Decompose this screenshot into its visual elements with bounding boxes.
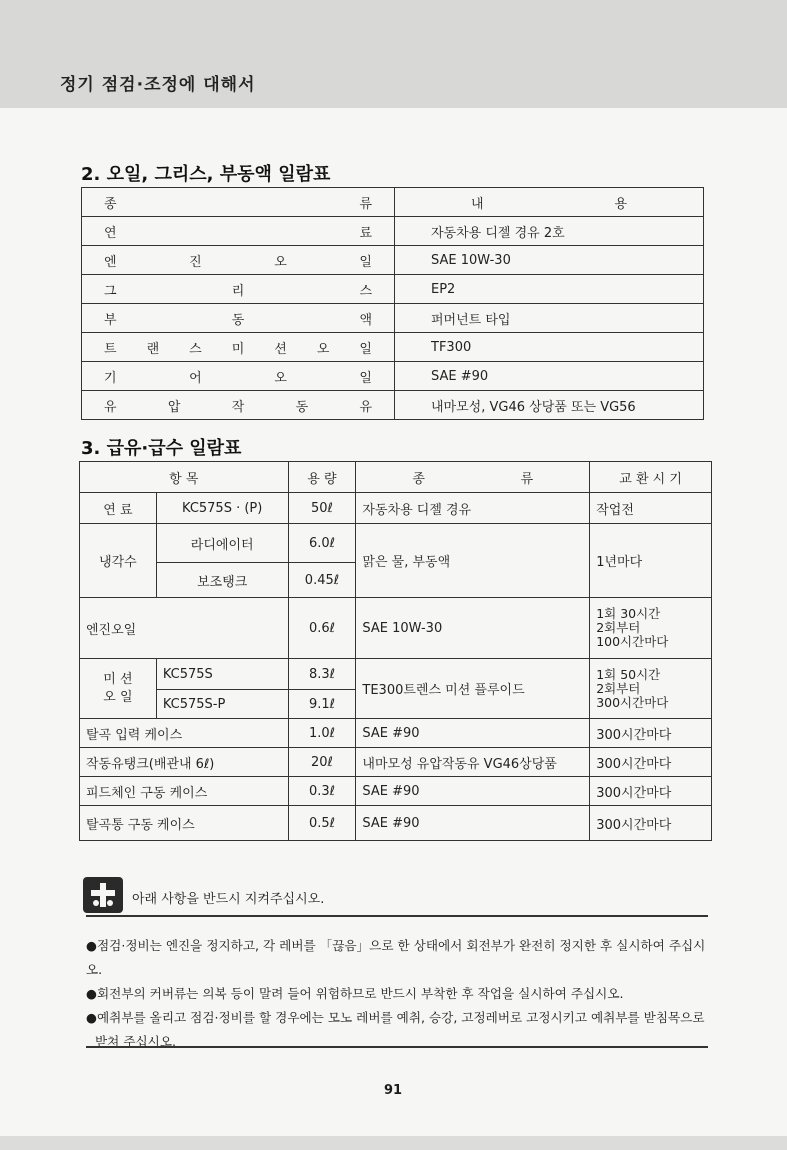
spread-char: 그 (104, 283, 117, 299)
spread-char: 용 (614, 196, 627, 212)
supply-header-capacity: 용 량 (288, 462, 356, 493)
interval-line: 300시간마다 (596, 694, 669, 710)
spread-char: 일 (359, 341, 372, 357)
oil-kind-cell (82, 304, 395, 333)
spread-char: 랜 (146, 341, 160, 357)
refuel-refill-table (79, 461, 712, 841)
engine-oil-label: 엔진오일 (80, 598, 289, 659)
spread-char: 료 (359, 225, 372, 241)
table-row (80, 777, 712, 806)
divider-bottom (86, 1046, 708, 1048)
oil-content-cell: 퍼머넌트 타입 (395, 304, 704, 333)
spread-char: 일 (359, 370, 372, 386)
spread-type-header (362, 468, 583, 487)
engine-oil-interval (590, 598, 712, 659)
spread-char: 종 (104, 196, 117, 212)
coolant-sub-capacity: 0.45ℓ (288, 563, 356, 598)
oil-content-cell: TF300 (395, 333, 704, 362)
spread-char: 엔 (104, 254, 117, 270)
spread-char: 류 (520, 471, 534, 487)
interval-line: 2회부터 (596, 620, 641, 635)
coolant-sub-name: 라디에이터 (156, 524, 288, 563)
supply-header-type (356, 462, 590, 493)
interval-line: 100시간마다 (596, 634, 669, 649)
mission-oil-label (80, 659, 157, 719)
mission-oil-sub-name: KC575S-P (156, 690, 288, 719)
oil-kind-cell (82, 246, 395, 275)
engine-oil-type: SAE 10W-30 (356, 598, 590, 659)
oil-grease-antifreeze-table (81, 187, 704, 420)
spread-text (88, 222, 388, 241)
spread-text (88, 280, 388, 299)
spread-char: 스 (359, 283, 372, 299)
table-row (82, 246, 704, 275)
header-title: 정기 점검·조정에 대해서 (60, 75, 256, 95)
spread-char: 스 (189, 341, 202, 357)
coolant-sub-capacity: 6.0ℓ (288, 524, 356, 563)
other-label: 피드체인 구동 케이스 (80, 777, 289, 806)
spread-char: 기 (104, 370, 117, 386)
interval-line: 1회 30시간 (596, 606, 661, 621)
table-row (82, 333, 704, 362)
spread-char: 유 (359, 399, 372, 415)
caution-text: 아래 사항을 반드시 지켜주십시오. (132, 892, 325, 907)
bottom-band (0, 1136, 787, 1150)
spread-text (88, 367, 388, 386)
other-label: 탈곡 입력 케이스 (80, 719, 289, 748)
oil-kind-cell (82, 333, 395, 362)
other-capacity: 0.3ℓ (288, 777, 356, 806)
table-row (82, 217, 704, 246)
fuel-label: 연 료 (80, 493, 157, 524)
mission-oil-sub-capacity: 9.1ℓ (288, 690, 356, 719)
other-label: 작동유탱크(배관내 6ℓ) (80, 748, 289, 777)
oil-header-kind (82, 188, 395, 217)
spread-char: 미 (231, 341, 245, 357)
spread-char: 동 (231, 312, 245, 328)
oil-kind-cell (82, 217, 395, 246)
oil-kind-cell (82, 275, 395, 304)
supply-header-interval: 교 환 시 기 (590, 462, 712, 493)
other-capacity: 1.0ℓ (288, 719, 356, 748)
oil-content-cell: 자동차용 디젤 경유 2호 (395, 217, 704, 246)
mission-oil-label-line: 오 일 (103, 689, 133, 705)
other-capacity: 0.5ℓ (288, 806, 356, 841)
other-interval: 300시간마다 (590, 777, 712, 806)
spread-char: 오 (274, 254, 287, 270)
spread-char: 트 (104, 341, 117, 357)
fuel-type: 자동차용 디젤 경유 (356, 493, 590, 524)
oil-section-title: 2. 오일, 그리스, 부동액 일람표 (81, 164, 331, 185)
table-row (82, 391, 704, 420)
spread-char: 압 (167, 399, 181, 415)
oil-content-cell: SAE 10W-30 (395, 246, 704, 275)
spread-char: 오 (274, 370, 287, 386)
oil-kind-cell (82, 362, 395, 391)
other-type: 내마모성 유압작동유 VG46상당품 (356, 748, 590, 777)
oil-content-cell: 내마모성, VG46 상당품 또는 VG56 (395, 391, 704, 420)
caution-notes (86, 934, 716, 1054)
spread-text (88, 338, 388, 357)
mission-oil-type: TE300트렌스 미션 플루이드 (356, 659, 590, 719)
table-row (80, 659, 712, 690)
mission-oil-sub-name: KC575S (156, 659, 288, 690)
spread-char: 부 (104, 312, 117, 328)
spread-char: 진 (189, 254, 202, 270)
spread-text (88, 396, 388, 415)
mission-oil-interval (590, 659, 712, 719)
spread-char: 류 (359, 196, 372, 212)
coolant-interval: 1년마다 (590, 524, 712, 598)
spread-char: 오 (316, 341, 330, 357)
spread-char: 일 (359, 254, 372, 270)
other-label: 탈곡통 구동 케이스 (80, 806, 289, 841)
supply-header-item: 항 목 (80, 462, 289, 493)
spread-char: 종 (412, 471, 425, 487)
fuel-interval: 작업전 (590, 493, 712, 524)
other-type: SAE #90 (356, 806, 590, 841)
table-row (82, 275, 704, 304)
spread-content-header (401, 193, 697, 212)
interval-line: 1회 50시간 (596, 666, 661, 682)
table-row (80, 493, 712, 524)
other-capacity: 20ℓ (288, 748, 356, 777)
oil-kind-cell (82, 391, 395, 420)
oil-content-cell: SAE #90 (395, 362, 704, 391)
table-row (80, 598, 712, 659)
note-item: ●점검·정비는 엔진을 정지하고, 각 레버를 「끊음」으로 한 상태에서 회전부가 완전히 정지한 후 실시하여 주십시오. (86, 938, 706, 977)
fuel-capacity: 50ℓ (288, 493, 356, 524)
spread-char: 리 (231, 283, 245, 299)
spread-char: 동 (295, 399, 309, 415)
oil-content-cell: EP2 (395, 275, 704, 304)
table-row (82, 362, 704, 391)
spread-char: 내 (471, 196, 484, 212)
spread-text (88, 251, 388, 270)
spread-char: 연 (104, 225, 117, 241)
interval-line: 2회부터 (596, 680, 641, 696)
caution-icon (83, 877, 123, 913)
mission-oil-sub-capacity: 8.3ℓ (288, 659, 356, 690)
table-row (80, 719, 712, 748)
other-type: SAE #90 (356, 777, 590, 806)
coolant-label: 냉각수 (80, 524, 157, 598)
engine-oil-capacity: 0.6ℓ (288, 598, 356, 659)
coolant-type: 맑은 물, 부동액 (356, 524, 590, 598)
note-item: 받쳐 주십시오. (95, 1034, 176, 1049)
spread-char: 작 (231, 399, 245, 415)
spread-char: 액 (359, 312, 372, 328)
page-number: 91 (384, 1083, 403, 1098)
table-row (80, 806, 712, 841)
coolant-sub-name: 보조탱크 (156, 563, 288, 598)
caution-symbol-icon (88, 881, 118, 909)
spread-char: 션 (274, 341, 287, 357)
other-interval: 300시간마다 (590, 748, 712, 777)
table-row (80, 748, 712, 777)
spread-char: 어 (189, 370, 202, 386)
note-item: ●회전부의 커버류는 의복 등이 말려 들어 위험하므로 반드시 부착한 후 작업을 실시하여 주십시오. (86, 986, 624, 1001)
mission-oil-label-line: 미 션 (103, 671, 133, 687)
divider-top (86, 915, 708, 917)
other-interval: 300시간마다 (590, 719, 712, 748)
spread-text (88, 309, 388, 328)
table-row (82, 304, 704, 333)
fuel-model: KC575S · (P) (156, 493, 288, 524)
note-item: ●예취부를 올리고 점검·정비를 할 경우에는 모노 레버를 예취, 승강, 고정레버로 고정시키고 예취부를 받침목으로 (86, 1010, 705, 1025)
other-interval: 300시간마다 (590, 806, 712, 841)
table-row (80, 524, 712, 563)
oil-header-content (395, 188, 704, 217)
spread-kind-header (88, 193, 388, 212)
other-type: SAE #90 (356, 719, 590, 748)
spread-char: 유 (104, 399, 117, 415)
supply-section-title: 3. 급유·급수 일람표 (81, 438, 242, 459)
